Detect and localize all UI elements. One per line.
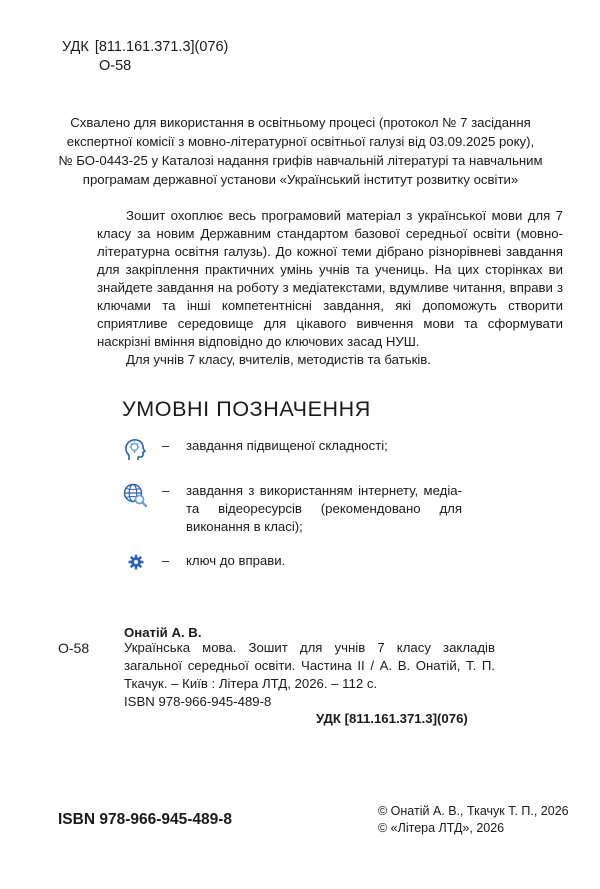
legend-text: завдання з використанням інтернету, медіа- та відеоресурсів (рекомендовано для виконання в класі); [186,483,462,534]
legend-item-key [122,552,462,578]
head-lightbulb-icon [122,437,148,463]
legend-dash: – [162,483,170,498]
approval-line: № БО-0443-25 у Каталозі надання грифів навчальній літературі та навчальним [58,153,543,168]
approval-line: програмам державної установи «Український інститут розвитку освіти» [82,172,519,187]
globe-magnifier-icon [122,482,148,508]
audience-line: Для учнів 7 класу, вчителів, методистів та батьків. [126,352,431,367]
legend-text: ключ до вправи. [186,553,286,568]
catalog-code: О-58 [99,58,132,74]
udk-footer: УДК [811.161.371.3](076) [316,711,468,726]
legend-text: завдання підвищеної складності; [186,438,388,453]
bibliographic-record [124,639,495,711]
gear-key-icon [122,552,148,578]
bibliographic-isbn: ISBN 978-966-945-489-8 [124,694,272,709]
copyright-authors: © Онатій А. В., Ткачук Т. П., 2026 [378,804,569,818]
copyright-publisher: © «Літера ЛТД», 2026 [378,821,505,835]
approval-line: експертної комісії з мовно-літературної освітньої галузі від 03.09.2025 року), [66,134,535,149]
isbn-footer: ISBN 978-966-945-489-8 [58,811,233,828]
bibliographic-text: Українська мова. Зошит для учнів 7 класу закладів загальної середньої освіти. Частина ІІ / А. В. Онатій, Т. П. Ткачук. – Київ : Літера ЛТД, 2026. – 112 с. [124,640,495,691]
approval-line: Схвалено для використання в освітньому процесі (протокол № 7 засідання [70,115,531,130]
udk-header [62,38,228,76]
copyright-block [378,803,569,837]
author-name: Онатій А. В. [124,625,202,640]
legend-dash: – [162,438,170,453]
legend-item-advanced [122,437,462,463]
approval-statement [48,113,553,189]
book-description [97,207,563,369]
legend-heading: УМОВНІ ПОЗНАЧЕННЯ [122,397,371,421]
description-paragraph: Зошит охоплює весь програмовий матеріал з української мови для 7 класу за новим Державним стандартом базової середньої освіти (мовно-літературна освітня галузь). До кожної теми дібрано різнорівневі завдання для закріплення практичних умінь учнів та учениць. На цих сторінках ви знайдете завдання на роботу з медіатекстами, вдумливе читання, вправи з ключами та інші компетентнісні завдання, які допоможуть створити сприятливе середовище для цікавого вивчення мови та сформувати наскрізні вміння відповідно до ключових засад НУШ. [97,208,563,349]
udk-code: [811.161.371.3](076) [94,39,229,55]
catalog-code-side: О-58 [58,640,90,656]
legend-dash: – [162,553,170,568]
udk-label: УДК [62,39,89,55]
legend-item-internet [122,482,462,536]
